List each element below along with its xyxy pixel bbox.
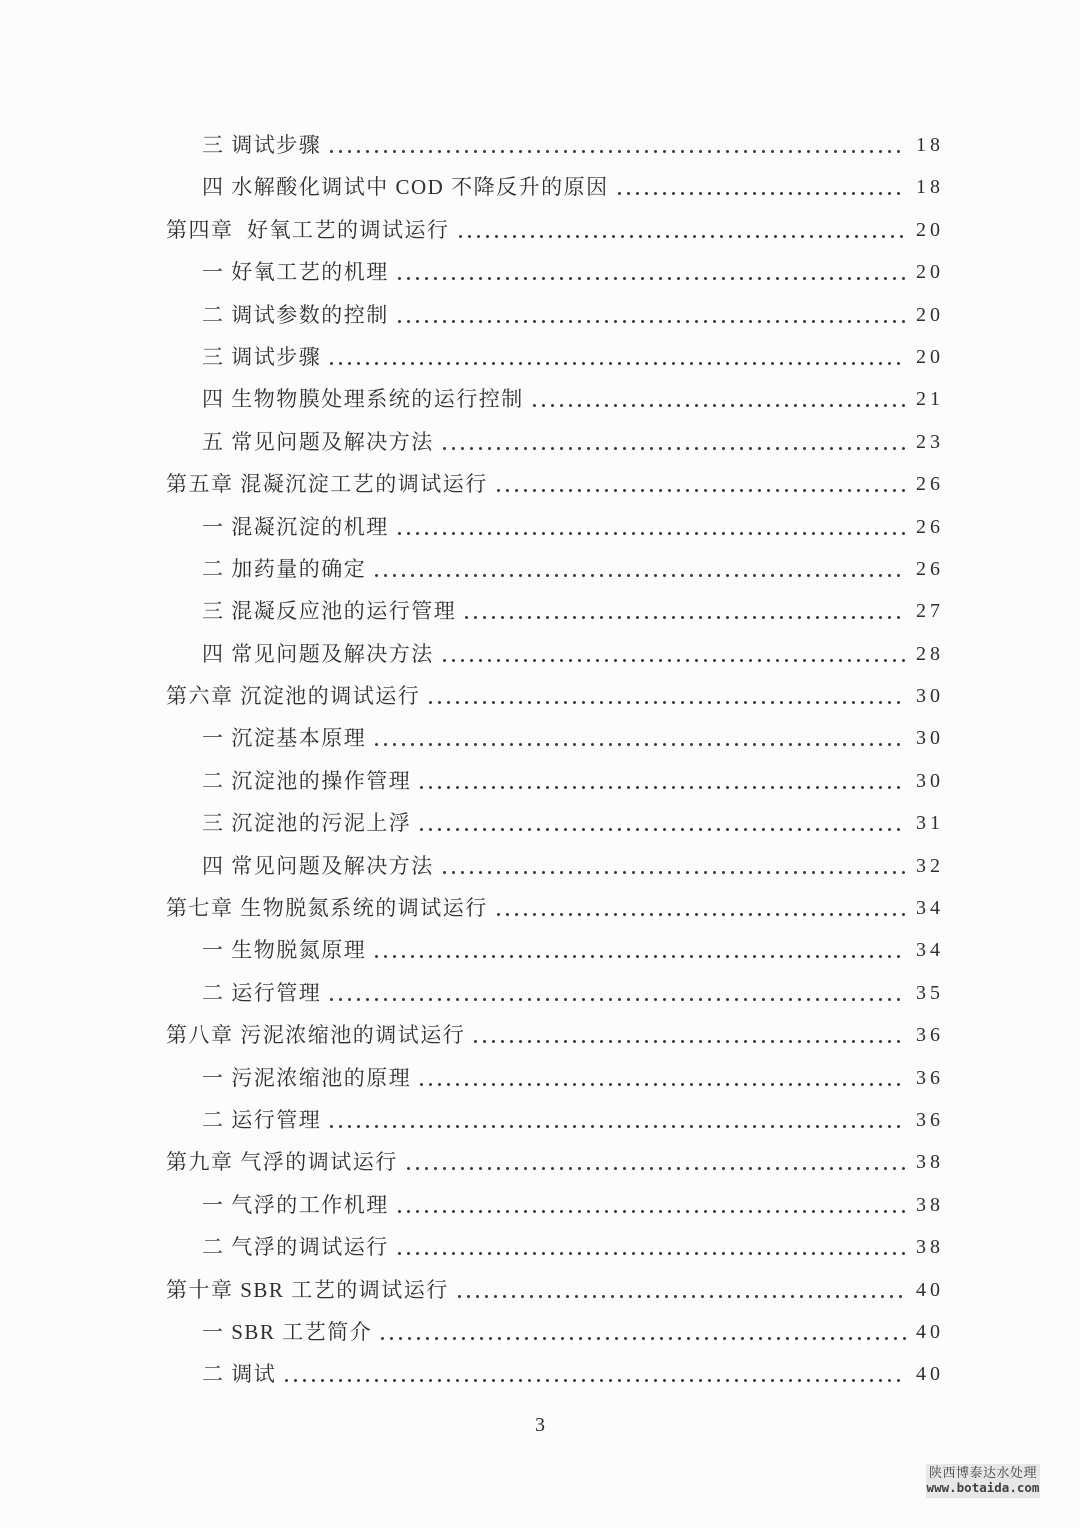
toc-entry[interactable] — [166, 1057, 944, 1099]
toc-entry[interactable] — [166, 463, 944, 505]
toc-entry[interactable] — [166, 633, 944, 675]
toc-entry-page-number: 18 — [916, 176, 944, 199]
dot-leader — [327, 336, 906, 378]
toc-entry[interactable] — [166, 1014, 944, 1056]
toc-entry-page-number: 40 — [916, 1320, 944, 1343]
toc-entry[interactable] — [166, 802, 944, 844]
toc-entry-page-number: 26 — [916, 557, 944, 580]
toc-entry-label: 一 沉淀基本原理 — [202, 726, 367, 751]
toc-entry[interactable] — [166, 1099, 944, 1141]
dot-leader — [417, 760, 906, 802]
toc-entry[interactable] — [166, 845, 944, 887]
toc-entry-label: 第八章 污泥浓缩池的调试运行 — [166, 1023, 466, 1048]
toc-entry-label: 一 污泥浓缩池的原理 — [202, 1065, 412, 1090]
watermark-company-name: 陕西博泰达水处理 — [928, 1465, 1037, 1481]
dot-leader — [456, 209, 907, 251]
toc-entry-page-number: 36 — [916, 1108, 944, 1131]
toc-entry-page-number: 30 — [916, 727, 944, 750]
dot-leader — [440, 845, 906, 887]
dot-leader — [471, 1014, 906, 1056]
toc-entry-page-number: 36 — [916, 1066, 944, 1089]
toc-entry[interactable] — [166, 251, 944, 293]
dot-leader — [426, 675, 906, 717]
toc-entry-label: 第九章 气浮的调试运行 — [166, 1150, 398, 1175]
toc-entry-page-number: 26 — [916, 473, 944, 496]
dot-leader — [417, 802, 906, 844]
toc-entry-page-number: 38 — [916, 1151, 944, 1174]
toc-entry[interactable] — [166, 1141, 944, 1183]
dot-leader — [494, 463, 906, 505]
toc-entry-label: 二 调试 — [202, 1362, 277, 1387]
toc-entry-label: 三 混凝反应池的运行管理 — [202, 599, 457, 624]
toc-entry-page-number: 20 — [916, 345, 944, 368]
dot-leader — [615, 166, 906, 208]
dot-leader — [395, 251, 906, 293]
toc-entry[interactable] — [166, 887, 944, 929]
toc-entry[interactable] — [166, 166, 944, 208]
toc-entry-page-number: 20 — [916, 261, 944, 284]
toc-entry-page-number: 23 — [916, 430, 944, 453]
dot-leader — [372, 929, 906, 971]
toc-entry[interactable] — [166, 294, 944, 336]
dot-leader — [327, 124, 906, 166]
toc-entry-label: 四 常见问题及解决方法 — [202, 853, 434, 878]
toc-entry-label: 四 水解酸化调试中 COD 不降反升的原因 — [202, 175, 609, 200]
toc-entry[interactable] — [166, 1184, 944, 1226]
toc-entry[interactable] — [166, 675, 944, 717]
toc-entry-label: 第五章 混凝沉淀工艺的调试运行 — [166, 472, 488, 497]
toc-entry-label: 四 生物物膜处理系统的运行控制 — [202, 387, 524, 412]
toc-entry-page-number: 31 — [916, 812, 944, 835]
toc-entry[interactable] — [166, 1226, 944, 1268]
toc-entry-page-number: 18 — [916, 134, 944, 156]
toc-entry-page-number: 35 — [916, 981, 944, 1004]
toc-entry-page-number: 20 — [916, 218, 944, 241]
toc-entry[interactable] — [166, 590, 944, 632]
toc-entry-page-number: 34 — [916, 897, 944, 920]
toc-entry-label: 二 调试参数的控制 — [202, 302, 389, 327]
toc-entry-page-number: 40 — [916, 1363, 944, 1386]
dot-leader — [417, 1057, 906, 1099]
toc-entry[interactable] — [166, 336, 944, 378]
dot-leader — [282, 1353, 906, 1395]
dot-leader — [455, 1269, 906, 1311]
toc-entry-label: 一 气浮的工作机理 — [202, 1192, 389, 1217]
toc-entry[interactable] — [166, 124, 944, 166]
toc-entry[interactable] — [166, 421, 944, 463]
toc-entry-page-number: 28 — [916, 642, 944, 665]
toc-entry-label: 一 SBR 工艺简介 — [202, 1319, 373, 1344]
toc-entry-label: 三 调试步骤 — [202, 344, 322, 369]
toc-entry-label: 三 调试步骤 — [202, 133, 322, 157]
toc-entry[interactable] — [166, 760, 944, 802]
toc-entry-label: 五 常见问题及解决方法 — [202, 429, 434, 454]
watermark-website-url: www.botaida.com — [926, 1480, 1040, 1496]
toc-entry-label: 二 运行管理 — [202, 980, 322, 1005]
toc-entry-label: 二 加药量的确定 — [202, 556, 367, 581]
dot-leader — [372, 548, 906, 590]
toc-entry-label: 二 运行管理 — [202, 1107, 322, 1132]
toc-entry[interactable] — [166, 506, 944, 548]
toc-entry[interactable] — [166, 972, 944, 1014]
watermark-badge — [926, 1464, 1040, 1498]
dot-leader — [530, 378, 906, 420]
dot-leader — [395, 1226, 906, 1268]
dot-leader — [395, 294, 906, 336]
toc-entry-label: 第四章 好氧工艺的调试运行 — [166, 217, 450, 242]
dot-leader — [395, 506, 906, 548]
dot-leader — [378, 1311, 906, 1353]
toc-entry-label: 第十章 SBR 工艺的调试运行 — [166, 1277, 449, 1302]
toc-entry-page-number: 38 — [916, 1193, 944, 1216]
toc-entry[interactable] — [166, 1311, 944, 1353]
toc-entry[interactable] — [166, 548, 944, 590]
dot-leader — [404, 1141, 906, 1183]
toc-entry[interactable] — [166, 717, 944, 759]
toc-entry-label: 三 沉淀池的污泥上浮 — [202, 811, 412, 836]
toc-entry-label: 二 沉淀池的操作管理 — [202, 768, 412, 793]
toc-entry-label: 一 混凝沉淀的机理 — [202, 514, 389, 539]
page-number: 3 — [535, 1414, 545, 1436]
dot-leader — [494, 887, 906, 929]
toc-entry-label: 第六章 沉淀池的调试运行 — [166, 684, 421, 709]
dot-leader — [395, 1184, 906, 1226]
toc-entry-label: 第七章 生物脱氮系统的调试运行 — [166, 896, 488, 921]
toc-entry-page-number: 20 — [916, 303, 944, 326]
toc-entry-page-number: 40 — [916, 1278, 944, 1301]
toc-entry-page-number: 26 — [916, 515, 944, 538]
dot-leader — [440, 421, 906, 463]
toc-entry-page-number: 38 — [916, 1236, 944, 1259]
toc-entry-label: 四 常见问题及解决方法 — [202, 641, 434, 666]
toc-entry-label: 一 生物脱氮原理 — [202, 938, 367, 963]
toc-entry-page-number: 36 — [916, 1024, 944, 1047]
toc-entry-page-number: 30 — [916, 685, 944, 708]
toc-entry[interactable] — [166, 929, 944, 971]
dot-leader — [327, 1099, 906, 1141]
toc-entry[interactable] — [166, 1353, 944, 1395]
toc-entry-label: 二 气浮的调试运行 — [202, 1235, 389, 1260]
toc-entry[interactable] — [166, 209, 944, 251]
dot-leader — [440, 633, 906, 675]
dot-leader — [462, 590, 906, 632]
table-of-contents — [166, 124, 944, 1396]
dot-leader — [372, 717, 906, 759]
toc-entry-label: 一 好氧工艺的机理 — [202, 260, 389, 285]
toc-entry-page-number: 21 — [916, 388, 944, 411]
dot-leader — [327, 972, 906, 1014]
toc-entry-page-number: 27 — [916, 600, 944, 623]
toc-entry[interactable] — [166, 1269, 944, 1311]
toc-entry-page-number: 34 — [916, 939, 944, 962]
toc-entry-page-number: 32 — [916, 854, 944, 877]
toc-entry-page-number: 30 — [916, 769, 944, 792]
toc-entry[interactable] — [166, 378, 944, 420]
